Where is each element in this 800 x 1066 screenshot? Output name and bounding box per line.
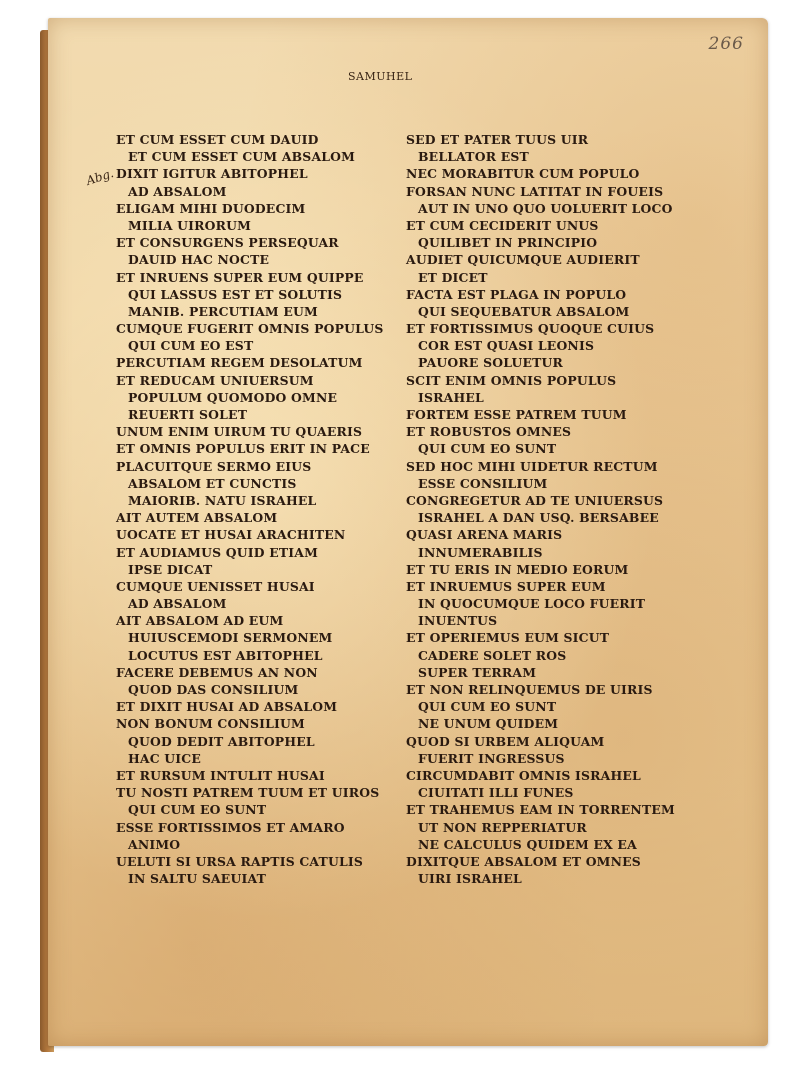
text-line: IPSE DICAT (128, 561, 213, 577)
text-line: ET INRUEMUS SUPER EUM (406, 578, 606, 594)
parchment-leaf (48, 18, 768, 1046)
marginal-note: Abg. (84, 166, 116, 188)
text-line: MILIA UIRORUM (128, 217, 252, 233)
text-column-right (406, 131, 706, 887)
text-line: QUI CUM EO EST (128, 338, 254, 354)
text-line: ISRAHEL A DAN USQ. BERSABEE (418, 510, 659, 526)
text-line: AD ABSALOM (128, 183, 227, 199)
text-line: QUI SEQUEBATUR ABSALOM (418, 303, 630, 319)
text-line: ET AUDIAMUS QUID ETIAM (116, 544, 318, 560)
text-line: FACTA EST PLAGA IN POPULO (406, 286, 627, 302)
text-line: IN SALTU SAEUIAT (128, 871, 267, 887)
text-line: QUOD DEDIT ABITOPHEL (128, 733, 315, 749)
text-line: FACERE DEBEMUS AN NON (116, 664, 318, 680)
text-line: ET OMNIS POPULUS ERIT IN PACE (116, 441, 370, 457)
text-line: SED HOC MIHI UIDETUR RECTUM (406, 458, 658, 474)
text-line: INNUMERABILIS (418, 544, 543, 560)
text-line: AUDIET QUICUMQUE AUDIERIT (406, 252, 640, 268)
text-line: ET CONSURGENS PERSEQUAR (116, 235, 339, 251)
text-line: SED ET PATER TUUS UIR (406, 132, 589, 147)
text-line: ANIMO (128, 836, 181, 852)
text-line: UT NON REPPERIATUR (418, 819, 587, 835)
text-line: DAUID HAC NOCTE (128, 252, 270, 268)
text-line: IN QUOCUMQUE LOCO FUERIT (418, 596, 646, 612)
text-line: CUMQUE UENISSET HUSAI (116, 578, 315, 594)
text-line: ET FORTISSIMUS QUOQUE CUIUS (406, 321, 655, 337)
text-line: TU NOSTI PATREM TUUM ET UIROS (116, 785, 380, 801)
text-line: ISRAHEL (418, 389, 484, 405)
text-line: PERCUTIAM REGEM DESOLATUM (116, 355, 363, 371)
text-line: UELUTI SI URSA RAPTIS CATULIS (116, 853, 364, 869)
text-line: NE UNUM QUIDEM (418, 716, 559, 732)
text-line: CADERE SOLET ROS (418, 647, 567, 663)
text-line: QUI CUM EO SUNT (418, 441, 557, 457)
text-line: DIXITQUE ABSALOM ET OMNES (406, 853, 641, 869)
text-line: ET DICET (418, 269, 488, 285)
text-line: NE CALCULUS QUIDEM EX EA (418, 836, 637, 852)
text-line: ET TRAHEMUS EAM IN TORRENTEM (406, 802, 675, 818)
text-line: AIT AUTEM ABSALOM (116, 510, 278, 526)
text-line: SUPER TERRAM (418, 664, 537, 680)
text-line: POPULUM QUOMODO OMNE (128, 389, 338, 405)
text-line: QUI CUM EO SUNT (128, 802, 267, 818)
text-line: QUILIBET IN PRINCIPIO (418, 235, 598, 251)
text-line: ESSE FORTISSIMOS ET AMARO (116, 819, 345, 835)
text-line: QUI CUM EO SUNT (418, 699, 557, 715)
text-line: ET CUM ESSET CUM DAUID (116, 132, 319, 147)
text-line: ET CUM ESSET CUM ABSALOM (128, 149, 356, 165)
text-line: ELIGAM MIHI DUODECIM (116, 200, 306, 216)
text-line: REUERTI SOLET (128, 407, 248, 422)
text-line: UNUM ENIM UIRUM TU QUAERIS (116, 424, 363, 440)
text-line: ET INRUENS SUPER EUM QUIPPE (116, 269, 364, 285)
text-line: PLACUITQUE SERMO EIUS (116, 458, 312, 474)
text-line: UIRI ISRAHEL (418, 871, 522, 887)
text-line: FUERIT INGRESSUS (418, 750, 565, 766)
text-line: FORTEM ESSE PATREM TUUM (406, 407, 627, 422)
text-line: DIXIT IGITUR ABITOPHEL (116, 166, 308, 182)
text-line: ET RURSUM INTULIT HUSAI (116, 767, 325, 783)
text-line: AD ABSALOM (128, 596, 227, 612)
text-line: FORSAN NUNC LATITAT IN FOUEIS (406, 183, 664, 199)
text-line: HUIUSCEMODI SERMONEM (128, 630, 333, 646)
text-line: CIRCUMDABIT OMNIS ISRAHEL (406, 767, 641, 783)
running-head: SAMUHEL (348, 70, 413, 83)
text-line: MAIORIB. NATU ISRAHEL (128, 492, 317, 508)
text-line: PAUORE SOLUETUR (418, 355, 564, 371)
text-line: HAC UICE (128, 750, 202, 766)
text-line: ET ROBUSTOS OMNES (406, 424, 572, 440)
text-line: QUOD DAS CONSILIUM (128, 682, 299, 697)
text-line: QUASI ARENA MARIS (406, 527, 563, 543)
text-line: BELLATOR EST (418, 149, 529, 165)
text-line: LOCUTUS EST ABITOPHEL (128, 647, 323, 663)
text-line: AUT IN UNO QUO UOLUERIT LOCO (418, 200, 673, 216)
text-line: NON BONUM CONSILIUM (116, 716, 305, 732)
text-line: QUI LASSUS EST ET SOLUTIS (128, 286, 343, 302)
text-line: UOCATE ET HUSAI ARACHITEN (116, 527, 346, 543)
text-line: CIUITATI ILLI FUNES (418, 785, 574, 801)
text-line: ET REDUCAM UNIUERSUM (116, 372, 314, 388)
text-line: CONGREGETUR AD TE UNIUERSUS (406, 492, 664, 508)
folio-number: 266 (708, 34, 744, 54)
text-line: INUENTUS (418, 613, 498, 629)
text-line: MANIB. PERCUTIAM EUM (128, 303, 318, 319)
text-line: ET CUM CECIDERIT UNUS (406, 217, 599, 233)
text-line: ET DIXIT HUSAI AD ABSALOM (116, 699, 338, 715)
text-line: ET NON RELINQUEMUS DE UIRIS (406, 682, 653, 697)
text-line: QUOD SI URBEM ALIQUAM (406, 733, 605, 749)
text-line: COR EST QUASI LEONIS (418, 338, 595, 354)
text-line: ET TU ERIS IN MEDIO EORUM (406, 561, 629, 577)
text-line: ABSALOM ET CUNCTIS (128, 475, 297, 491)
text-line: CUMQUE FUGERIT OMNIS POPULUS (116, 321, 384, 337)
text-line: AIT ABSALOM AD EUM (116, 613, 284, 629)
text-line: NEC MORABITUR CUM POPULO (406, 166, 640, 182)
text-column-left (116, 131, 416, 887)
text-line: SCIT ENIM OMNIS POPULUS (406, 372, 617, 388)
text-line: ESSE CONSILIUM (418, 475, 548, 491)
text-line: ET OPERIEMUS EUM SICUT (406, 630, 610, 646)
